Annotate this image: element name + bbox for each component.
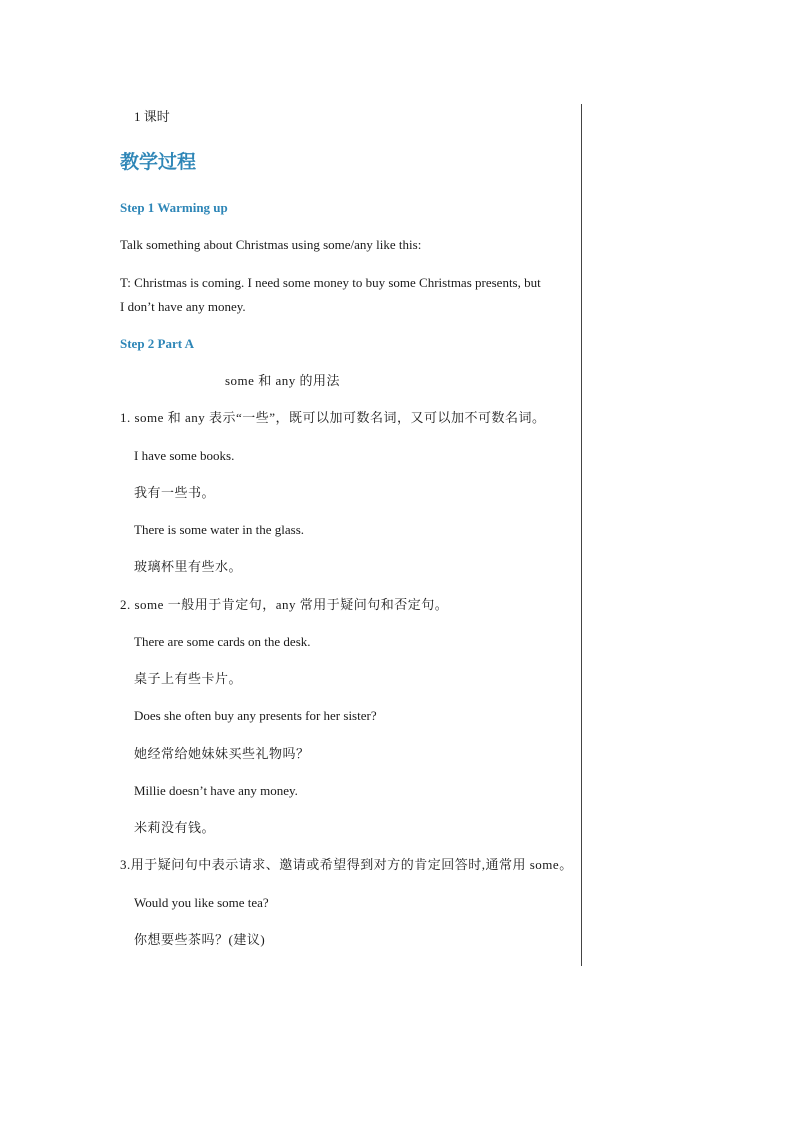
example-1-cn: 我有一些书。 bbox=[134, 485, 216, 500]
rule-2: 2. some 一般用于肯定句，any 常用于疑问句和否定句。 bbox=[120, 597, 449, 612]
example-4-en: Does she often buy any presents for her sister? bbox=[134, 708, 377, 723]
section-heading: 教学过程 bbox=[120, 152, 197, 173]
step1-intro: Talk something about Christmas using some/any like this: bbox=[120, 237, 422, 252]
example-4-cn: 她经常给她妹妹买些礼物吗？ bbox=[134, 746, 310, 761]
step1-dialogue-line2: I don’t have any money. bbox=[120, 299, 246, 314]
example-5-cn: 米莉没有钱。 bbox=[134, 820, 216, 835]
rule-1: 1. some 和 any 表示“一些”，既可以加可数名词，又可以加不可数名词。 bbox=[120, 410, 546, 425]
example-6-cn: 你想要些茶吗？(建议) bbox=[134, 932, 266, 947]
rule-3: 3.用于疑问句中表示请求、邀请或希望得到对方的肯定回答时,通常用 some。 bbox=[120, 857, 573, 872]
table-border-line bbox=[581, 104, 582, 966]
step2-title: Step 2 Part A bbox=[120, 336, 195, 351]
example-3-cn: 桌子上有些卡片。 bbox=[134, 671, 243, 686]
step1-dialogue-line1: T: Christmas is coming. I need some money to buy some Christmas presents, but bbox=[120, 275, 541, 290]
example-1-en: I have some books. bbox=[134, 448, 235, 463]
example-2-en: There is some water in the glass. bbox=[134, 522, 305, 537]
lesson-time: 1 课时 bbox=[134, 109, 170, 124]
example-2-cn: 玻璃杯里有些水。 bbox=[134, 559, 243, 574]
example-3-en: There are some cards on the desk. bbox=[134, 634, 311, 649]
step2-subtitle: some 和 any 的用法 bbox=[225, 373, 340, 388]
example-6-en: Would you like some tea? bbox=[134, 895, 269, 910]
step1-title: Step 1 Warming up bbox=[120, 200, 228, 215]
example-5-en: Millie doesn’t have any money. bbox=[134, 783, 298, 798]
